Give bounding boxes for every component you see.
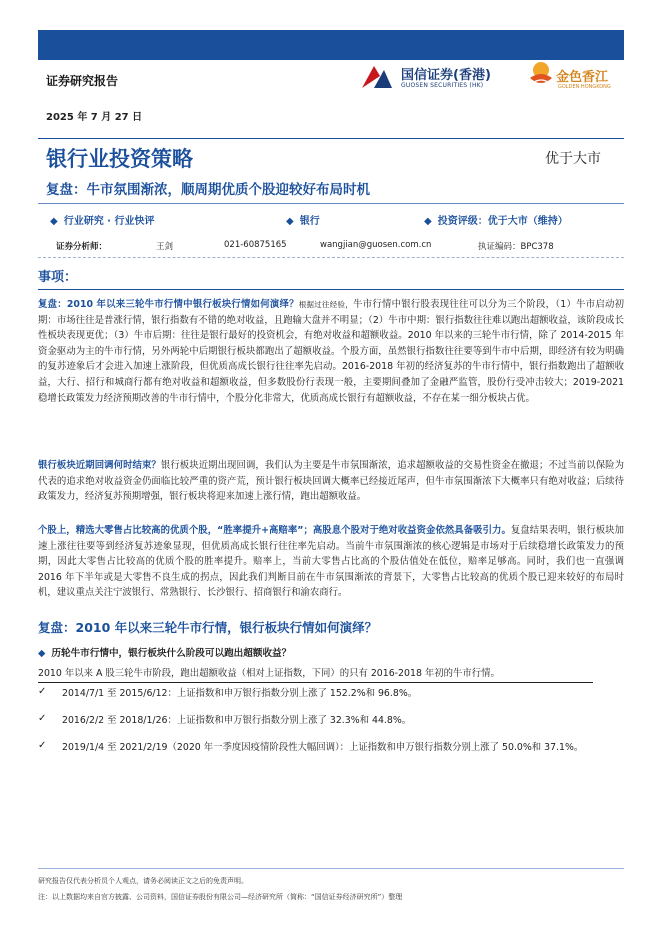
golden-hk-logo-icon (528, 60, 554, 90)
analyst-rule (38, 257, 624, 258)
paragraph-review (38, 297, 624, 406)
check-icon: ✓ (38, 713, 47, 724)
subtitle: 复盘：牛市氛围渐浓，顺周期优质个股迎较好布局时机 (46, 182, 370, 198)
rating-badge: 优于大市 (545, 151, 601, 167)
paragraph-pullback (38, 458, 624, 505)
list-item: 2016/2/2 至 2018/1/26：上证指数和申万银行指数分别上涨了 32.3%和 44.8%。 (62, 715, 412, 726)
golden-hk-logo-text: 金色香江 (556, 70, 609, 85)
meta-rating: ◆ 投资评级：优于大市（维持） (424, 216, 568, 227)
footer-disclaimer: 研究报告仅代表分析员个人观点，请务必阅读正文之后的免责声明。 (38, 877, 248, 885)
section-intro: 2010 年以来 A 股三轮牛市阶段，跑出超额收益（相对上证指数，下同）的只有 2016-2018 年初的牛市行情。 (38, 667, 593, 683)
meta-industry: ◆ 银行 (286, 216, 320, 227)
list-item: 2014/7/1 至 2015/6/12：上证指数和申万银行指数分别上涨了 152.2%和 96.8%。 (62, 688, 418, 699)
diamond-icon: ◆ (38, 648, 46, 659)
report-date: 2025 年 7 月 27 日 (46, 112, 143, 123)
guosen-logo-en: GUOSEN SECURITIES (HK) (401, 82, 484, 89)
check-icon: ✓ (38, 686, 47, 697)
paragraph-body: 牛市行情中银行股表现往往可以分为三个阶段，（1）牛市启动初期：市场往往是普涨行情，银行指数有不错的绝对收益，且跑输大盘并不明显；（2）牛市中期：银行指数往往难以跑出超额收益，该阶段成长性板块表现更优；（3）牛市后期：往往是银行最好的投资机会，有绝对收益和超额收益。2010 年以来的三轮牛市行情，除了 2014-2015 年资金驱动为主的牛市行情，另外两轮中后期银行板块都跑出了超额收益。个股方面，虽然银行指数往往要等到牛市中后期，即经济有较为明确的复苏迹象后才会进入加速上涨阶段，但优质高成长银行往往率先启动。2016-2018 年初的经济复苏的牛市行情中，银行指数跑出了超额收益，大行、招行和城商行都有绝对收益和超额收益，但多数股份行表现一般，主要期间叠加了金融严监管，股份行受冲击较大；2019-2021 稳增长政策发力经济预期改善的牛市行情中，个股分化非常大，优质高成长银行有超额收益，不存在某一细分板块占优。 (38, 299, 625, 404)
analyst-name: 王剑 (156, 242, 174, 252)
golden-hk-logo-en: GOLDEN HONGKONG (558, 84, 611, 90)
section-heading: 复盘：2010 年以来三轮牛市行情，银行板块行情如何演绎？ (38, 620, 378, 635)
analyst-email[interactable]: wangjian@guosen.com.cn (320, 240, 432, 250)
analyst-label: 证券分析师： (56, 242, 108, 252)
items-rule (38, 289, 624, 290)
paragraph-body: 银行板块近期出现回调，我们认为主要是牛市氛围渐浓，追求超额收益的交易性资金在撤退；不过当前以保险为代表的追求绝对收益资金仍面临比较严重的资产荒，预计银行板块回调大概率已经接近尾声，但牛市氛围渐浓下大概率只有绝对收益；后续待政策发力，经济复苏预期增强，银行板块将迎来加速上涨行情，跑出超额收益。 (38, 460, 624, 503)
check-icon: ✓ (38, 740, 47, 751)
list-item: 2019/1/4 至 2021/2/19（2020 年一季度因疫情阶段性大幅回调）：上证指数和申万银行指数分别上涨了 50.0%和 37.1%。 (62, 742, 584, 753)
analyst-license: 执证编码：BPC378 (478, 242, 554, 252)
paragraph-lead: 复盘：2010 年以来三轮牛市行情中银行板块行情如何演绎？ (38, 299, 299, 310)
title-rule (38, 138, 624, 139)
guosen-logo-text: 国信证券(香港) (401, 68, 491, 83)
items-heading: 事项： (38, 270, 78, 285)
report-type: 证券研究报告 (46, 74, 119, 88)
meta-category: ◆ 行业研究 · 行业快评 (50, 216, 155, 227)
paragraph-lead: 银行板块近期回调何时结束？ (38, 460, 161, 471)
footer-rule (38, 868, 624, 869)
diamond-icon: ◆ (424, 216, 432, 227)
paragraph-note: 根据过往经验， (298, 300, 354, 309)
analyst-phone: 021-60875165 (224, 240, 287, 250)
section-bullet: ◆ 历轮牛市行情中，银行板块什么阶段可以跑出超额收益？ (38, 648, 292, 659)
paragraph-lead: 个股上，精选大零售占比较高的优质个股，“胜率提升+高赔率”；高股息个股对于绝对收益资金依然具备吸引力。 (38, 525, 511, 536)
paragraph-body: 复盘结果表明，银行板块加速上涨往往要等到经济复苏迹象显现，但优质高成长银行往往率先启动。当前牛市氛围渐浓的核心逻辑是市场对于后续稳增长政策发力的预期，因此大零售占比较高的优质个股的胜率提升。赔率上，当前大零售占比高的个股估值处在低位，赔率足够高。同时，我们也一直强调 2016 年下半年或是大零售不良生成的拐点，因此我们判断目前在牛市氛围渐浓的背景下，大零售占比较高的优质个股已迎来较好的布局时机，建议重点关注宁波银行、常熟银行、长沙银行、招商银行和渝农商行。 (38, 525, 624, 599)
header-bar (38, 30, 624, 60)
paragraph-stocks (38, 523, 624, 601)
page-title: 银行业投资策略 (46, 147, 193, 171)
diamond-icon: ◆ (50, 216, 58, 227)
guosen-logo-icon (360, 62, 394, 90)
diamond-icon: ◆ (286, 216, 294, 227)
subtitle-rule (38, 203, 624, 204)
footer-note: 注：以上数据均来自官方披露、公司资料，国信证券股份有限公司—经济研究所（简称：“国信证券经济研究所”）整理 (38, 893, 403, 901)
